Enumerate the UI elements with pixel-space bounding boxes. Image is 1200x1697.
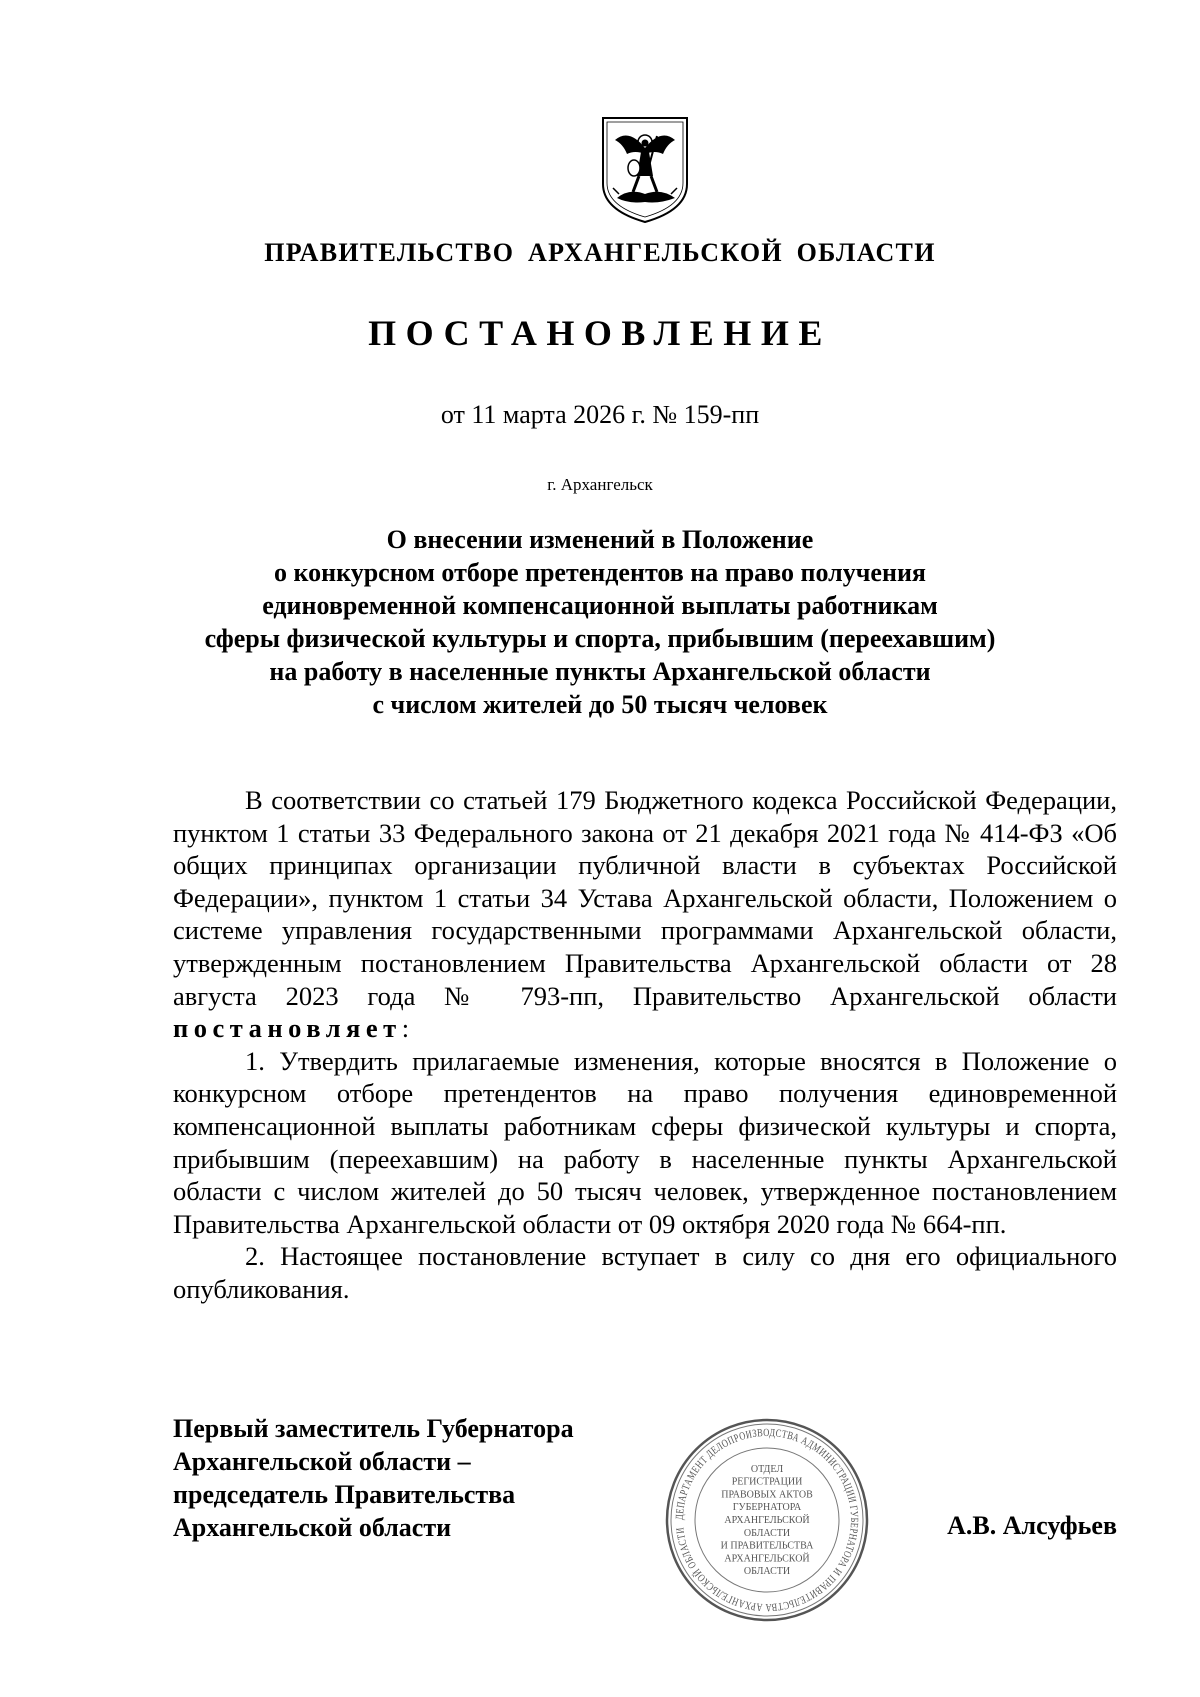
preamble-text: В соответствии со статьей 179 Бюджетного кодекса Российской Федерации, пунктом 1 статьи 33 Федерального закона от 21 декабря 2021 года № 414-ФЗ «Об общих принципах организации публичной власти в субъектах Российской Федерации», пунктом 1 статьи 34 Устава Архангельской области, Положением о системе управления государственными программами Архангельской области, утвержденным постановлением Правительства Архангельской области от 28 августа 2023 года № 793-пп, Правительство Архангельской области bbox=[173, 785, 1117, 1011]
city-line: г. Архангельск bbox=[547, 475, 653, 494]
item-2-paragraph: 2. Настоящее постановление вступает в силу со дня его официального опубликования. bbox=[173, 1241, 1117, 1304]
signer-name: А.В. Алсуфьев bbox=[947, 1511, 1117, 1540]
title-line: на работу в населенные пункты Архангельской области bbox=[269, 657, 931, 686]
coat-of-arms-emblem bbox=[599, 114, 691, 226]
title-line: О внесении изменений в Положение bbox=[386, 525, 814, 554]
signer-position bbox=[173, 1412, 574, 1544]
preamble-paragraph bbox=[173, 784, 1117, 1045]
seal-center-line: ОБЛАСТИ bbox=[743, 1566, 791, 1578]
date-and-number: от 11 марта 2026 г. № 159-пп bbox=[440, 400, 760, 429]
signer-position-line: Архангельской области bbox=[173, 1513, 452, 1542]
item-1-paragraph: 1. Утвердить прилагаемые изменения, которые вносятся в Положение о конкурсном отборе претендентов на право получения единовременной компенсационной выплаты работникам сферы физической культуры и спорта, прибывшим (переехавшим) на работу в населенные пункты Архангельской области с числом жителей до 50 тысяч человек, утвержденное постановлением Правительства Архангельской области от 09 октября 2020 года № 664-пп. bbox=[173, 1045, 1117, 1239]
document-type: ПОСТАНОВЛЕНИЕ bbox=[368, 313, 832, 353]
decree-word: постановляет bbox=[173, 1013, 402, 1044]
organization-name: ПРАВИТЕЛЬСТВО АРХАНГЕЛЬСКОЙ ОБЛАСТИ bbox=[264, 238, 936, 267]
svg-text:ДЕПАРТАМЕНТ ДЕЛОПРОИЗВОДСТВА А: ДЕПАРТАМЕНТ ДЕЛОПРОИЗВОДСТВА АДМИНИСТРАЦИИ ГУБЕРНАТОРА И ПРАВИТЕЛЬСТВА АРХАНГЕЛЬСКОЙ ОБЛАСТИ bbox=[673, 1426, 861, 1614]
seal-center-line: ОТДЕЛ bbox=[750, 1463, 784, 1475]
seal-center-line: АРХАНГЕЛЬСКОЙ bbox=[724, 1515, 810, 1526]
official-seal-stamp bbox=[662, 1415, 872, 1625]
seal-center-line: И ПРАВИТЕЛЬСТВА bbox=[720, 1540, 814, 1552]
signer-position-line: председатель Правительства bbox=[173, 1480, 516, 1509]
seal-center-line: РЕГИСТРАЦИИ bbox=[731, 1476, 803, 1488]
seal-center-line: ГУБЕРНАТОРА bbox=[732, 1502, 802, 1514]
seal-center-line: ОБЛАСТИ bbox=[743, 1527, 791, 1539]
title-line: о конкурсном отборе претендентов на право получения bbox=[273, 558, 927, 587]
title-line: единовременной компенсационной выплаты работникам bbox=[262, 591, 938, 620]
seal-center-line: ПРАВОВЫХ АКТОВ bbox=[721, 1489, 813, 1501]
title-line: с числом жителей до 50 тысяч человек bbox=[372, 690, 828, 719]
decree-suffix: : bbox=[401, 1013, 410, 1044]
signer-position-line: Первый заместитель Губернатора bbox=[173, 1414, 574, 1443]
document-body bbox=[173, 784, 1117, 1306]
title-line: сферы физической культуры и спорта, прибывшим (переехавшим) bbox=[204, 624, 996, 653]
signer-position-line: Архангельской области – bbox=[173, 1447, 471, 1476]
seal-center-line: АРХАНГЕЛЬСКОЙ bbox=[724, 1553, 810, 1565]
document-title bbox=[0, 523, 1200, 721]
